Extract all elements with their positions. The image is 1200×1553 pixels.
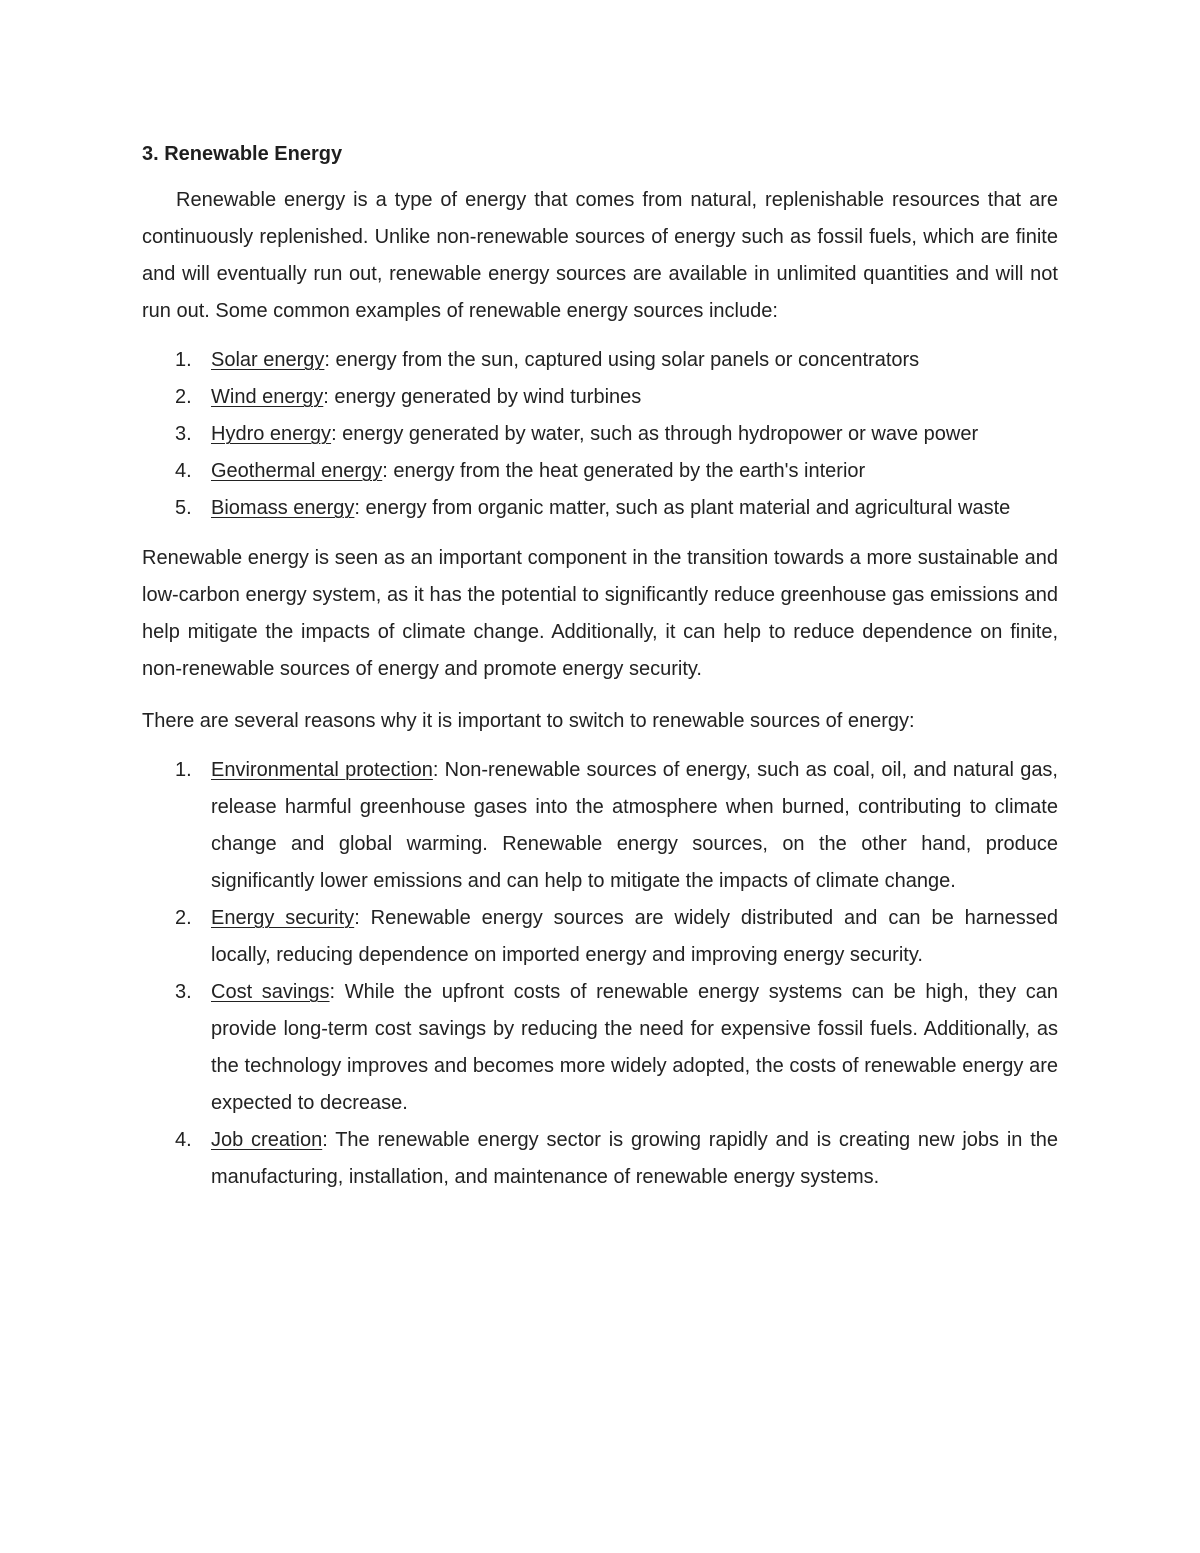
reasons-intro-paragraph: There are several reasons why it is important to switch to renewable sources of energy: — [142, 710, 915, 732]
list-description: : The renewable energy sector is growing rapidly and is creating new jobs in the manufacturing, installation, and maintenance of renewable energy systems. — [211, 1129, 1058, 1188]
list-item — [142, 752, 1058, 900]
list-number: 4. — [175, 1129, 192, 1151]
list-description: : energy generated by water, such as through hydropower or wave power — [331, 423, 979, 445]
list-description: : Renewable energy sources are widely distributed and can be harnessed locally, reducing dependence on imported energy and improving energy security. — [211, 907, 1059, 966]
list-description: : energy from organic matter, such as plant material and agricultural waste — [354, 497, 1011, 519]
sources-list — [142, 342, 1058, 527]
list-item — [142, 490, 1058, 527]
list-description: : energy generated by wind turbines — [323, 386, 642, 408]
list-term: Hydro energy — [211, 423, 332, 445]
list-number: 1. — [175, 759, 192, 781]
list-term: Environmental protection — [211, 759, 433, 781]
list-number: 4. — [175, 460, 192, 482]
list-term: Wind energy — [211, 386, 324, 408]
list-number: 5. — [175, 497, 192, 519]
list-item — [142, 416, 1058, 453]
list-number: 2. — [175, 386, 192, 408]
list-item — [142, 1122, 1058, 1196]
list-description: : energy from the heat generated by the earth's interior — [382, 460, 866, 482]
list-item — [142, 453, 1058, 490]
list-description: : Non-renewable sources of energy, such as coal, oil, and natural gas, release harmful greenhouse gases into the atmosphere when burned, contributing to climate change and global warming. Renewable energy sources, on the other hand, produce significantly lower emissions and can help to mitigate the impacts of climate change. — [211, 759, 1058, 892]
reasons-list — [142, 752, 1058, 1196]
list-number: 1. — [175, 349, 192, 371]
document-page — [142, 138, 1058, 1196]
list-description: : energy from the sun, captured using solar panels or concentrators — [324, 349, 920, 371]
intro-paragraph: Renewable energy is a type of energy that comes from natural, replenishable resources that are continuously replenished. Unlike non-renewable sources of energy such as fossil fuels, which are finite and will eventually run out, renewable energy sources are available in unlimited quantities and will not run out. Some common examples of renewable energy sources include: — [142, 189, 1058, 322]
list-term: Job creation — [211, 1129, 323, 1151]
list-number: 3. — [175, 981, 192, 1003]
list-term: Solar energy — [211, 349, 325, 371]
list-item — [142, 900, 1058, 974]
list-term: Geothermal energy — [211, 460, 383, 482]
list-term: Energy security — [211, 907, 355, 929]
list-term: Cost savings — [211, 981, 330, 1003]
list-number: 3. — [175, 423, 192, 445]
list-item — [142, 342, 1058, 379]
list-item — [142, 379, 1058, 416]
importance-paragraph: Renewable energy is seen as an important component in the transition towards a more sustainable and low-carbon energy system, as it has the potential to significantly reduce greenhouse gas emissions and help mitigate the impacts of climate change. Additionally, it can help to reduce dependence on finite, non-renewable sources of energy and promote energy security. — [142, 547, 1058, 680]
list-number: 2. — [175, 907, 192, 929]
list-description: : While the upfront costs of renewable energy systems can be high, they can provide long-term cost savings by reducing the need for expensive fossil fuels. Additionally, as the technology improves and becomes more widely adopted, the costs of renewable energy are expected to decrease. — [211, 981, 1059, 1114]
section-heading: 3. Renewable Energy — [142, 143, 343, 165]
list-item — [142, 974, 1058, 1122]
list-term: Biomass energy — [211, 497, 355, 519]
